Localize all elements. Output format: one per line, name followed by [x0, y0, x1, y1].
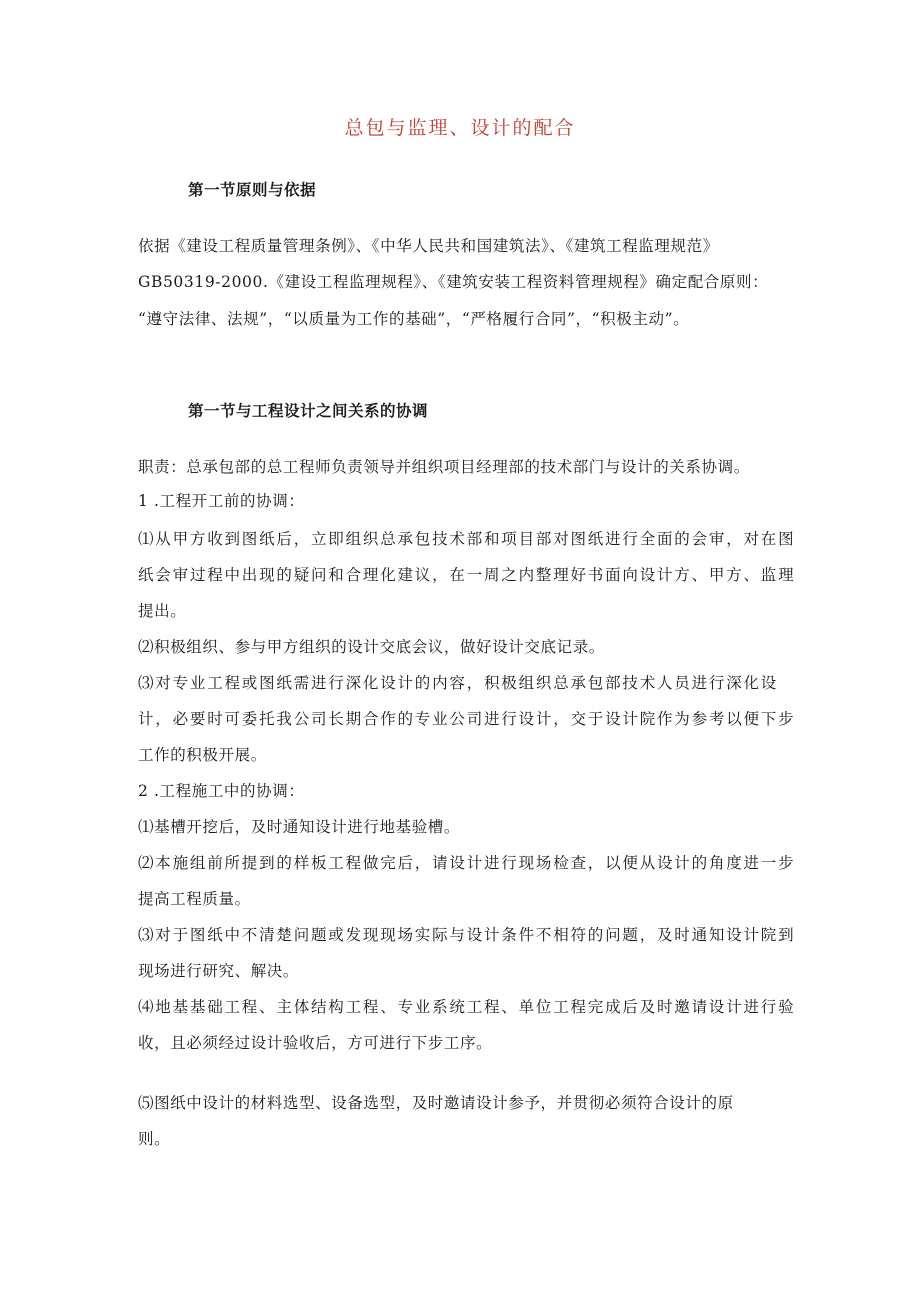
section-2-text-line: 提高工程质量。	[138, 890, 251, 908]
section-1-text-line: GB50319-2000.《建设工程监理规程》、《建筑安装工程资料管理规程》确定配合原则：	[138, 273, 769, 291]
section-2-text-line: ⑵积极组织、参与甲方组织的设计交底会议，做好设计交底记录。	[138, 638, 605, 656]
subheading-during-construction: 2 .工程施工中的协调：	[138, 782, 305, 800]
section-2-text-line: 计，必要时可委托我公司长期合作的专业公司进行设计，交于设计院作为参考以便下步	[138, 710, 796, 728]
section-2-heading: 第一节与工程设计之间关系的协调	[188, 401, 429, 420]
section-2-text-line: ⑷地基基础工程、主体结构工程、专业系统工程、单位工程完成后及时邀请设计进行验	[138, 998, 796, 1016]
section-2-text-line: 纸会审过程中出现的疑问和合理化建议，在一周之内整理好书面向设计方、甲方、监理	[138, 566, 796, 584]
section-2-text-line: ⑴从甲方收到图纸后，立即组织总承包技术部和项目部对图纸进行全面的会审，对在图	[138, 530, 796, 548]
responsibility-line: 职责：总承包部的总工程师负责领导并组织项目经理部的技术部门与设计的关系协调。	[138, 458, 750, 476]
section-2-text-line: 收，且必须经过设计验收后，方可进行下步工序。	[138, 1034, 493, 1052]
section-2-text-line: ⑶对专业工程或图纸需进行深化设计的内容，积极组织总承包部技术人员进行深化设	[138, 674, 779, 692]
section-2-text-line: ⑶对于图纸中不清楚问题或发现现场实际与设计条件不相符的问题，及时通知设计院到	[138, 926, 796, 944]
section-2-text-line: 提出。	[138, 602, 187, 620]
section-1-text-line: 依据《建设工程质量管理条例》、《中华人民共和国建筑法》、《建筑工程监理规范》	[138, 237, 719, 255]
section-2-text-line: 现场进行研究、解决。	[138, 962, 300, 980]
subheading-before-start: 1 .工程开工前的协调：	[138, 492, 305, 510]
section-2-text-line: ⑴基槽开挖后，及时通知设计进行地基验槽。	[138, 818, 461, 836]
section-1-heading: 第一节原则与依据	[188, 180, 317, 199]
section-2-text-line: 则。	[138, 1130, 171, 1148]
page-title: 总包与监理、设计的配合	[344, 117, 576, 139]
section-1-text-line: “遵守法律、法规”，“以质量为工作的基础”，“严格履行合同”，“积极主动”。	[138, 310, 690, 328]
section-2-text-line: 工作的积极开展。	[138, 746, 267, 764]
section-2-text-line: ⑸图纸中设计的材料选型、设备选型，及时邀请设计参予，并贯彻必须符合设计的原	[138, 1094, 734, 1112]
section-2-text-line: ⑵本施组前所提到的样板工程做完后，请设计进行现场检查，以便从设计的角度进一步	[138, 854, 796, 872]
